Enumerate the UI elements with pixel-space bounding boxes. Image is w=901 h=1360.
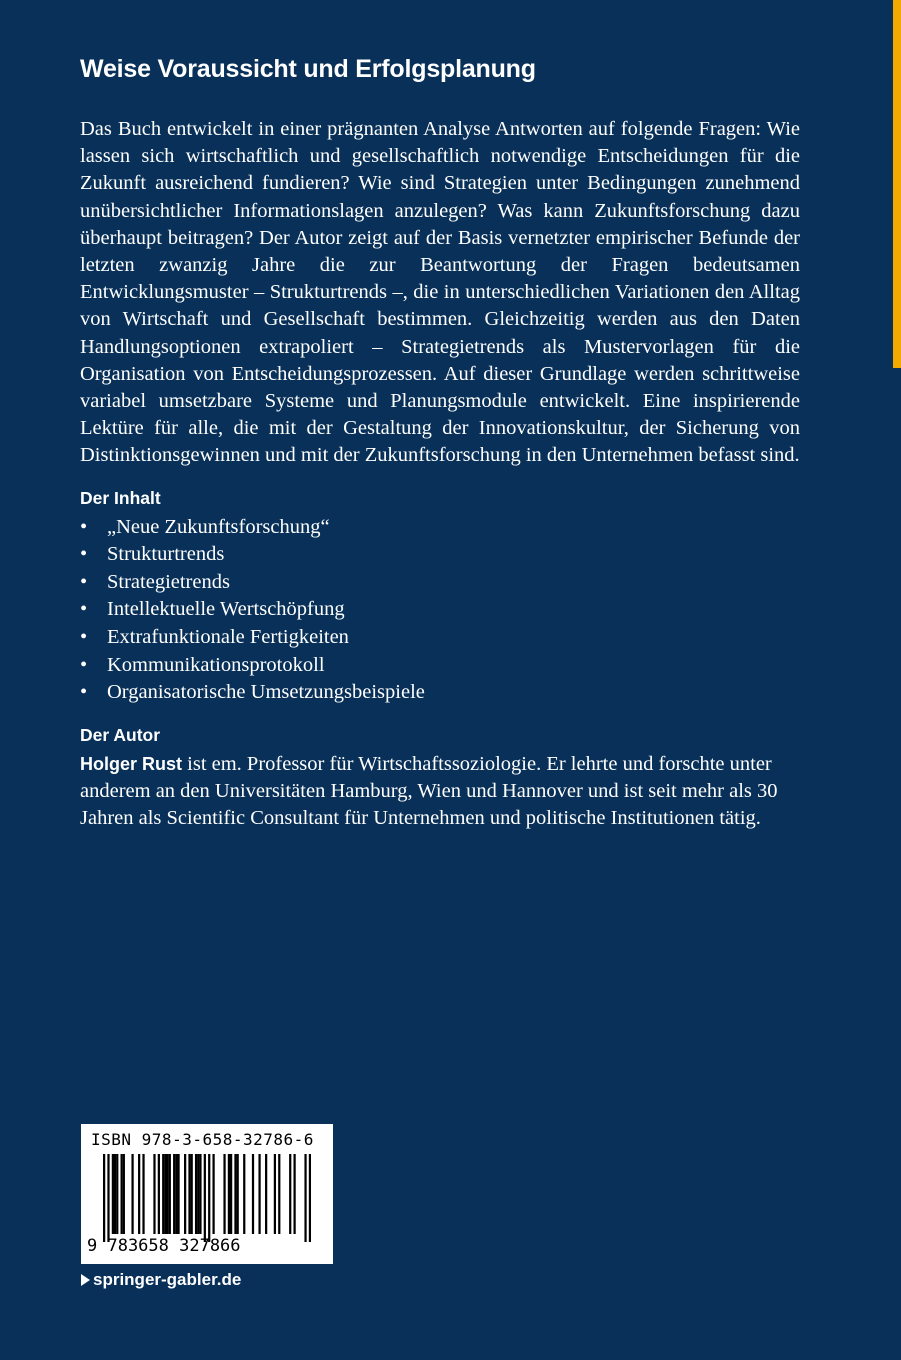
barcode-bar bbox=[204, 1154, 206, 1242]
website-url: springer-gabler.de bbox=[93, 1270, 242, 1289]
author-bio-paragraph bbox=[80, 751, 800, 833]
barcode-bar bbox=[131, 1154, 133, 1234]
barcode-bar bbox=[199, 1154, 201, 1234]
barcode-bar bbox=[188, 1154, 190, 1234]
barcode-bar bbox=[289, 1154, 291, 1234]
barcode-bar bbox=[184, 1154, 186, 1234]
bullet: • bbox=[80, 515, 88, 538]
list-item-text: Intellektuelle Wertschöpfung bbox=[107, 598, 345, 621]
author-bio: ist em. Professor für Wirtschaftssoziologie. Er lehrte und forschte unter anderem an den Universitäten Hamburg, Wien und Hannover und ist seit mehr als 30 Jahren als Scientific Consultant für Unternehmen und politische Institutionen tätig. bbox=[80, 752, 778, 830]
barcode-bar bbox=[230, 1154, 232, 1234]
list-item-text: Strukturtrends bbox=[107, 543, 225, 566]
list-item bbox=[80, 541, 800, 569]
isbn-barcode bbox=[81, 1124, 333, 1264]
list-item-text: Extrafunktionale Fertigkeiten bbox=[107, 626, 349, 649]
list-item-text: Strategietrends bbox=[107, 570, 230, 593]
contents-heading: Der Inhalt bbox=[80, 487, 161, 508]
book-description: Das Buch entwickelt in einer prägnanten Analyse Antworten auf folgende Fragen: Wie lassen sich wirtschaftlich und gesellschaftlich notwendige Entscheidungen für die Zukunft ausreichend fundieren? Wie sind Strategien unter Bedingungen zunehmend unübersichtlicher Informationslagen anzulegen? Was kann Zukunftsforschung dazu überhaupt beitragen? Der Autor zeigt auf der Basis vernetzter empirischer Befunde der letzten zwanzig Jahre die zur Beantwortung der Fragen bedeutsamen Entwicklungsmuster – Strukturtrends –, die in unterschiedlichen Variationen den Alltag von Wirtschaft und Gesellschaft bestimmen. Gleichzeitig werden aus den Daten Handlungsoptionen extrapoliert – Strategietrends als Mustervorlagen für die Organisation von Entscheidungsprozessen. Auf dieser Grundlage werden schrittweise variabel umsetzbare Systeme und Planungsmodule entwickelt. Eine inspirierende Lektüre für alle, die mit der Gestaltung der Innovationskultur, der Sicherung von Distinktionsgewinnen und mit der Zukunftsforschung in den Unternehmen befasst sind. bbox=[80, 118, 800, 467]
barcode-bar bbox=[243, 1154, 245, 1234]
contents-list bbox=[80, 514, 800, 707]
barcode-bar bbox=[103, 1154, 105, 1242]
barcode-bar bbox=[175, 1154, 177, 1234]
barcode-bar bbox=[107, 1154, 109, 1242]
bullet: • bbox=[80, 681, 88, 704]
isbn-label: ISBN 978-3-658-32786-6 bbox=[91, 1130, 314, 1149]
barcode-bar bbox=[138, 1154, 140, 1234]
back-cover-content bbox=[80, 52, 800, 832]
bullet: • bbox=[80, 626, 88, 649]
barcode-bar bbox=[309, 1154, 311, 1242]
book-title: Weise Voraussicht und Erfolgsplanung bbox=[80, 55, 536, 83]
barcode-bar bbox=[121, 1154, 123, 1234]
barcode-bar bbox=[274, 1154, 276, 1234]
barcode-bar bbox=[153, 1154, 155, 1234]
list-item-text: Kommunikationsprotokoll bbox=[107, 653, 325, 676]
barcode-bar bbox=[114, 1154, 116, 1234]
bullet: • bbox=[80, 598, 88, 621]
list-item bbox=[80, 596, 800, 624]
barcode-bar bbox=[234, 1154, 236, 1234]
barcode-bar bbox=[195, 1154, 197, 1234]
list-item bbox=[80, 569, 800, 597]
barcode-bar bbox=[258, 1154, 260, 1234]
barcode-bar bbox=[228, 1154, 230, 1234]
barcode-bar bbox=[177, 1154, 179, 1234]
barcode-bar bbox=[162, 1154, 164, 1234]
barcode-bar bbox=[112, 1154, 114, 1234]
barcode-bar bbox=[252, 1154, 254, 1234]
barcode-bar bbox=[158, 1154, 160, 1234]
barcode-bar bbox=[191, 1154, 193, 1234]
bullet: • bbox=[80, 653, 88, 676]
barcode-bar bbox=[166, 1154, 168, 1234]
barcode-bar bbox=[304, 1154, 306, 1242]
author-heading: Der Autor bbox=[80, 724, 161, 745]
accent-bar bbox=[893, 0, 901, 368]
list-item bbox=[80, 514, 800, 542]
barcode-bar bbox=[169, 1154, 171, 1234]
list-item bbox=[80, 679, 800, 707]
bullet: • bbox=[80, 543, 88, 566]
barcode-bar bbox=[173, 1154, 175, 1234]
website-link[interactable] bbox=[81, 1268, 241, 1292]
list-item bbox=[80, 652, 800, 680]
barcode-digits: 9 783658 327866 bbox=[87, 1236, 241, 1256]
barcode-bar bbox=[293, 1154, 295, 1234]
barcode-bar bbox=[212, 1154, 214, 1234]
barcode-bar bbox=[265, 1154, 267, 1234]
barcode-bar bbox=[208, 1154, 210, 1242]
barcode-bar bbox=[197, 1154, 199, 1234]
author-name: Holger Rust bbox=[80, 753, 183, 774]
list-item-text: Organisatorische Umsetzungsbeispiele bbox=[107, 681, 425, 704]
barcode-bar bbox=[123, 1154, 125, 1234]
barcode-bar bbox=[278, 1154, 280, 1234]
bullet: • bbox=[80, 570, 88, 593]
list-item bbox=[80, 624, 800, 652]
list-item-text: „Neue Zukunftsforschung“ bbox=[107, 515, 330, 538]
barcode-bar bbox=[237, 1154, 239, 1234]
barcode-bar bbox=[223, 1154, 225, 1234]
barcode-bar bbox=[142, 1154, 144, 1234]
barcode-bars bbox=[103, 1154, 311, 1242]
barcode-bar bbox=[164, 1154, 166, 1234]
barcode-bar bbox=[116, 1154, 118, 1234]
arrow-right-icon bbox=[81, 1274, 90, 1286]
